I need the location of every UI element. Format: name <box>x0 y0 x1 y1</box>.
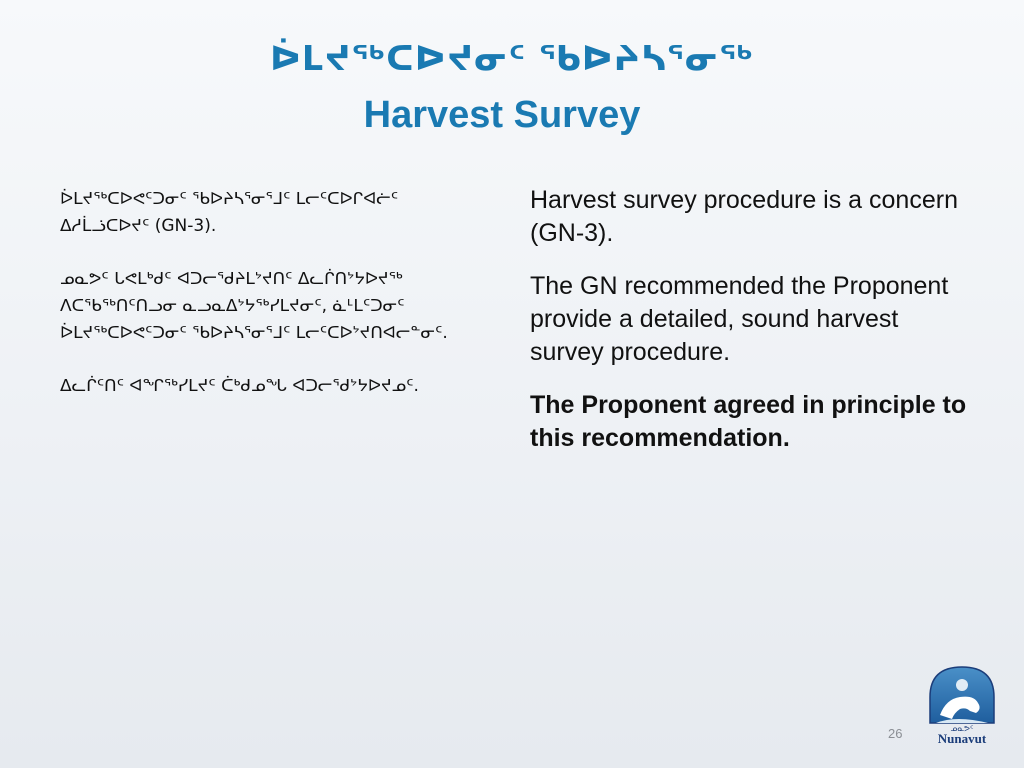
right-paragraph-3: The Proponent agreed in principle to this recommendation. <box>530 391 967 452</box>
logo-syllabics: ᓄᓇᕗᑦ <box>950 724 974 733</box>
right-paragraph-2: The GN recommended the Proponent provide a detailed, sound harvest survey procedure. <box>530 272 949 366</box>
slide-title <box>0 38 1024 138</box>
title-english: Harvest Survey <box>363 94 641 136</box>
left-paragraph-2: ᓄᓇᕗᑦ ᒐᕙᒪᒃᑯᑦ ᐊᑐᓕᖁᔨᒪᔾᔪᑎᑦ ᐃᓚᒌᑎᔾᔭᐅᔪᖅ ᐱᑕᖃᖅᑎᑦᑎᓗᓂ ᓇᓗᓇᐃᔾᔭᖅᓯᒪᔪᓂᑦ, ᓈᒻᒪᑦᑐᓂᑦ ᐆᒪᔪᖅᑕᐅᕙᑦᑐᓂᑦ ᖃᐅᔨᓴᕐᓂᕐᒧᑦ ᒪᓕᑦᑕᐅᔾᔪᑎᐊᓕᓐᓂᑦ. <box>60 269 448 343</box>
left-paragraph-3: ᐃᓚᒌᑦᑎᑦ ᐊᖏᖅᓯᒪᔪᑦ ᑖᒃᑯᓄᖓ ᐊᑐᓕᖁᔾᔭᐅᔪᓄᑦ. <box>60 376 419 396</box>
nunavut-logo <box>926 663 998 747</box>
right-column-english <box>530 184 970 475</box>
title-syllabics: ᐆᒪᔪᖅᑕᐅᔪᓂᑦ ᖃᐅᔨᓴᕐᓂᖅ <box>270 39 754 79</box>
logo-wordmark: Nunavut <box>937 731 987 746</box>
page-number: 26 <box>888 726 903 741</box>
left-column-inuktitut <box>60 186 490 426</box>
left-paragraph-1: ᐆᒪᔪᖅᑕᐅᕙᑦᑐᓂᑦ ᖃᐅᔨᓴᕐᓂᕐᒧᑦ ᒪᓕᑦᑕᐅᒋᐊᓖᑦ ᐃᓱᒫᓘᑕᐅᔪᑦ (GN-3). <box>60 189 399 236</box>
right-paragraph-1: Harvest survey procedure is a concern (GN-3). <box>530 186 958 247</box>
